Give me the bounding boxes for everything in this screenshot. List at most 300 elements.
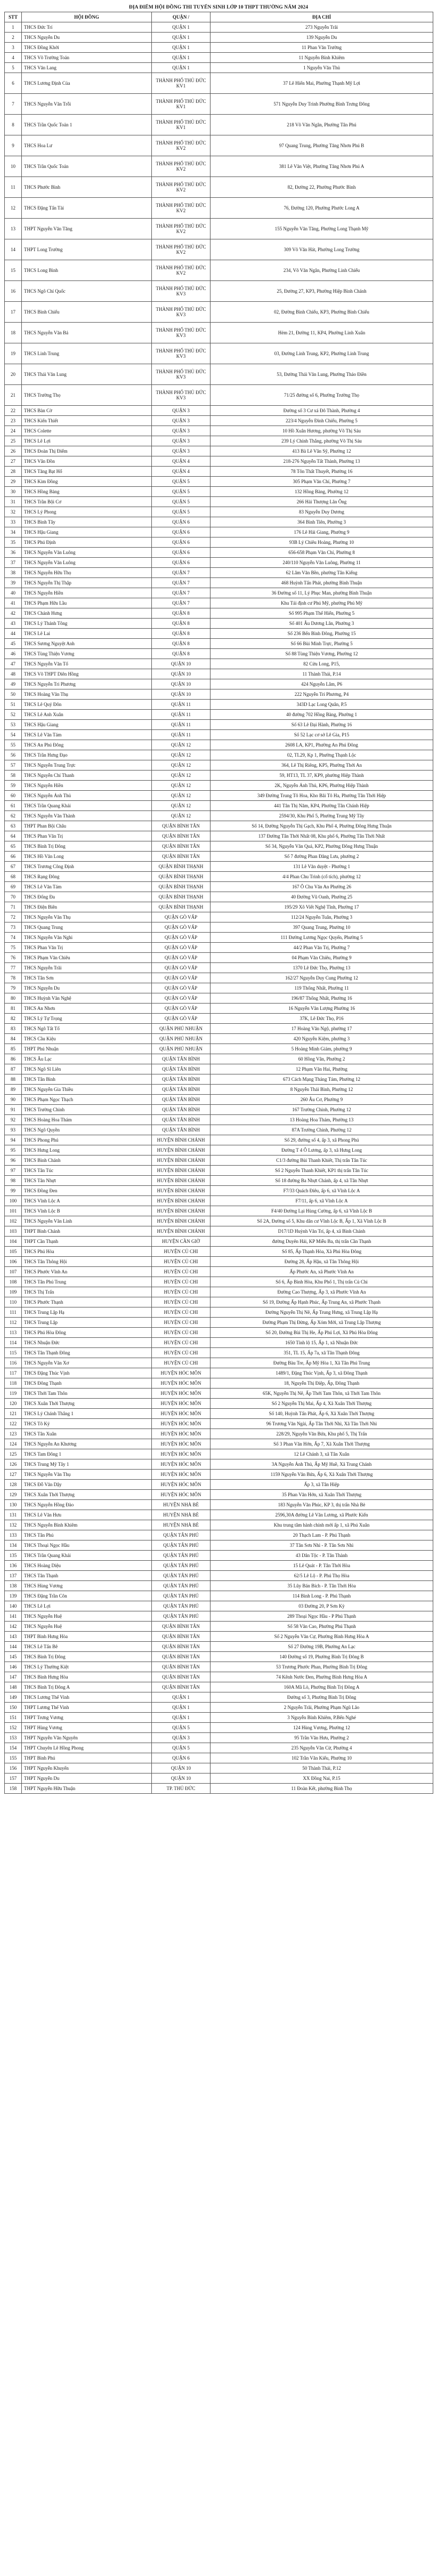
cell-hoi-dong: THCS Phước Vĩnh An (22, 1267, 152, 1277)
cell-stt: 59 (5, 781, 22, 791)
cell-hoi-dong: THCS Ngô Chí Quốc (22, 281, 152, 302)
table-row (5, 953, 433, 963)
table-row (5, 1429, 433, 1439)
cell-hoi-dong: THPT Cần Thạnh (22, 1237, 152, 1247)
cell-quan: HUYỆN NHÀ BÈ (152, 1510, 211, 1520)
cell-hoi-dong: THCS Nguyễn Ảnh Thủ (22, 791, 152, 801)
cell-stt: 60 (5, 791, 22, 801)
cell-hoi-dong: THPT Nguyễn Khuyến (22, 1763, 152, 1773)
cell-dia-chi: 223/4 Nguyễn Đình Chiểu, Phường 5 (211, 416, 433, 426)
table-row (5, 1216, 433, 1226)
cell-quan: QUẬN TÂN PHÚ (152, 1540, 211, 1551)
cell-hoi-dong: THCS Nguyễn Tri Phương (22, 679, 152, 689)
table-row (5, 1297, 433, 1307)
cell-dia-chi: 04 Phạm Văn Chiêu, Phường 9 (211, 953, 433, 963)
table-row (5, 1034, 433, 1044)
cell-hoi-dong: THCS Hoàng Diệu (22, 1561, 152, 1571)
table-row (5, 1530, 433, 1540)
cell-hoi-dong: THCS Thoại Ngọc Hầu (22, 1540, 152, 1551)
cell-stt: 70 (5, 892, 22, 902)
cell-hoi-dong: THCS Hoàng Văn Thụ (22, 689, 152, 700)
cell-hoi-dong: THCS Phan Văn Trị (22, 943, 152, 953)
cell-dia-chi: Số 27 Đường 19B, Phường An Lạc (211, 1642, 433, 1652)
cell-stt: 80 (5, 993, 22, 1004)
cell-dia-chi: 234, Võ Văn Ngân, Phường Linh Chiểu (211, 260, 433, 281)
cell-dia-chi: Đường Phạm Thị Đừng, Ấp Xóm Mới, xã Trung Lập Thượng (211, 1318, 433, 1328)
cell-quan: QUẬN 6 (152, 558, 211, 568)
cell-hoi-dong: THCS Bình Trị Đông (22, 841, 152, 852)
cell-dia-chi: 228/29, Nguyễn Văn Bứa, Khu phố 5, Thị Trấn (211, 1429, 433, 1439)
cell-hoi-dong: THCS Nguyễn Chí Thanh (22, 771, 152, 781)
cell-stt: 65 (5, 841, 22, 852)
cell-hoi-dong: THCS Lý Tự Trọng (22, 1014, 152, 1024)
table-row (5, 1419, 433, 1429)
cell-dia-chi: 131 Lê Văn duyệt - Phường 1 (211, 862, 433, 872)
cell-hoi-dong: THCS Tân Túc (22, 1166, 152, 1176)
cell-hoi-dong: THCS Bàn Cờ (22, 406, 152, 416)
cell-hoi-dong: THCS Đồng Khởi (22, 43, 152, 53)
cell-stt: 123 (5, 1429, 22, 1439)
table-row (5, 364, 433, 385)
cell-quan: THÀNH PHỐ THỦ ĐỨC KV2 (152, 156, 211, 177)
table-row (5, 260, 433, 281)
table-row (5, 679, 433, 689)
cell-dia-chi: 114 Bình Long - P. Phú Thạnh (211, 1591, 433, 1601)
table-row (5, 892, 433, 902)
cell-stt: 53 (5, 720, 22, 730)
cell-stt: 89 (5, 1085, 22, 1095)
table-row (5, 446, 433, 456)
cell-quan: QUẬN BÌNH TÂN (152, 821, 211, 831)
cell-quan: HUYỆN HÓC MÔN (152, 1399, 211, 1409)
cell-stt: 145 (5, 1652, 22, 1662)
table-row (5, 1358, 433, 1368)
cell-dia-chi: 74 Kênh Nước Đen, Phường Bình Hưng Hòa A (211, 1672, 433, 1682)
cell-stt: 47 (5, 659, 22, 669)
cell-hoi-dong: THCS Võ THPT Diên Hồng (22, 669, 152, 679)
table-row (5, 1470, 433, 1480)
cell-hoi-dong: THCS Văn Lang (22, 63, 152, 73)
cell-stt: 32 (5, 507, 22, 517)
table-header-row (5, 12, 433, 22)
table-row (5, 588, 433, 598)
cell-stt: 15 (5, 260, 22, 281)
cell-dia-chi: 78 Tôn Thất Thuyết, Phường 16 (211, 467, 433, 477)
cell-stt: 76 (5, 953, 22, 963)
cell-hoi-dong: THCS Hậu Giang (22, 720, 152, 730)
table-row (5, 1642, 433, 1652)
cell-hoi-dong: THCS Bình Chánh (22, 1155, 152, 1166)
table-row (5, 1459, 433, 1470)
cell-hoi-dong: THCS Đống Đa (22, 892, 152, 902)
cell-quan: QUẬN TÂN BÌNH (152, 1064, 211, 1074)
cell-dia-chi: 4/4 Phan Chu Trinh (cổ tích), phường 12 (211, 872, 433, 882)
cell-quan: QUẬN TÂN PHÚ (152, 1551, 211, 1561)
cell-stt: 44 (5, 629, 22, 639)
cell-quan: QUẬN BÌNH THẠNH (152, 872, 211, 882)
cell-hoi-dong: THCS Nguyễn Huệ (22, 1611, 152, 1622)
cell-dia-chi: 13 Hoàng Hoa Thám, Phường 13 (211, 1115, 433, 1125)
cell-hoi-dong: THCS Lê Lai (22, 629, 152, 639)
cell-quan: HUYỆN CỦ CHI (152, 1277, 211, 1287)
cell-stt: 132 (5, 1520, 22, 1530)
cell-quan: HUYỆN BÌNH CHÁNH (152, 1226, 211, 1237)
cell-dia-chi: 62/5 Lê Lộ - P. Phú Thọ Hòa (211, 1571, 433, 1581)
cell-hoi-dong: THCS Tân Xuân (22, 1429, 152, 1439)
cell-quan: QUẬN 5 (152, 487, 211, 497)
cell-stt: 116 (5, 1358, 22, 1368)
cell-hoi-dong: THCS Hưng Long (22, 1145, 152, 1155)
cell-stt: 126 (5, 1459, 22, 1470)
cell-hoi-dong: THCS Phong Phú (22, 1135, 152, 1145)
cell-hoi-dong: THCS Lê Lợi (22, 436, 152, 446)
table-row (5, 608, 433, 619)
cell-quan: QUẬN 1 (152, 22, 211, 33)
cell-hoi-dong: THCS Hùng Vương (22, 1581, 152, 1591)
cell-hoi-dong: THPT Lương Thế Vinh (22, 1703, 152, 1713)
cell-stt: 105 (5, 1247, 22, 1257)
cell-hoi-dong: THCS Trần Bội Cơ (22, 497, 152, 507)
cell-dia-chi: 40 đường 702 Hồng Bàng, Phường 1 (211, 710, 433, 720)
table-body (5, 22, 433, 1794)
cell-quan: QUẬN 12 (152, 811, 211, 821)
cell-dia-chi: Số 29, đường số 4, ấp 3, xã Phong Phú (211, 1135, 433, 1145)
table-row (5, 1611, 433, 1622)
cell-quan: QUẬN BÌNH THẠNH (152, 902, 211, 912)
cell-quan: QUẬN 12 (152, 771, 211, 781)
cell-dia-chi: 119 Thống Nhất, Phường 11 (211, 983, 433, 993)
table-row (5, 1206, 433, 1216)
cell-dia-chi: 381 Lê Văn Việt, Phường Tăng Nhơn Phú A (211, 156, 433, 177)
cell-hoi-dong: THCS Nguyễn Hiền (22, 588, 152, 598)
cell-hoi-dong: THCS Lê Tấn Bê (22, 1642, 152, 1652)
cell-stt: 25 (5, 436, 22, 446)
cell-dia-chi: 02, Đường Bình Chiểu, KP3, Phường Bình Chiểu (211, 302, 433, 323)
cell-stt: 10 (5, 156, 22, 177)
table-row (5, 740, 433, 750)
table-row (5, 1155, 433, 1166)
cell-stt: 57 (5, 760, 22, 771)
cell-quan: QUẬN GÒ VẤP (152, 933, 211, 943)
table-row (5, 1115, 433, 1125)
cell-stt: 114 (5, 1338, 22, 1348)
cell-stt: 63 (5, 821, 22, 831)
cell-hoi-dong: THCS Nguyễn Văn Thụ (22, 912, 152, 922)
cell-hoi-dong: THCS Trung Lập (22, 1318, 152, 1328)
cell-quan: HUYỆN HÓC MÔN (152, 1378, 211, 1389)
table-row (5, 1135, 433, 1145)
cell-dia-chi: 167 Ô Chu Văn An Phường 26 (211, 882, 433, 892)
cell-dia-chi: Số 2A, Đường số 5, Khu dân cư Vĩnh Lộc B, Ấp 1, Xã Vĩnh Lộc B (211, 1216, 433, 1226)
cell-hoi-dong: THCS Nguyễn Văn Thụ (22, 1470, 152, 1480)
cell-hoi-dong: THCS Vĩnh Lộc A (22, 1196, 152, 1206)
cell-hoi-dong: THCS Nguyễn Văn Luông (22, 548, 152, 558)
table-row (5, 1692, 433, 1703)
cell-quan: HUYỆN BÌNH CHÁNH (152, 1196, 211, 1206)
cell-dia-chi: Đường Nguyễn Thị Nê, Ấp Trung Hưng, xã Trung Lập Hạ (211, 1307, 433, 1318)
cell-stt: 100 (5, 1196, 22, 1206)
table-row (5, 1389, 433, 1399)
cell-hoi-dong: THCS Bình Tây (22, 517, 152, 527)
cell-dia-chi: 305 Phạm Văn Chí, Phường 7 (211, 477, 433, 487)
cell-hoi-dong: THCS Trung Mỹ Tây 1 (22, 1459, 152, 1470)
cell-hoi-dong: THPT Phan Bội Châu (22, 821, 152, 831)
cell-dia-chi: 82, Đường 22, Phường Phước Bình (211, 177, 433, 198)
cell-dia-chi: Số 18 đường Ba Nhựt Chánh, ấp 4, xã Tân Nhựt (211, 1176, 433, 1186)
cell-stt: 115 (5, 1348, 22, 1358)
cell-dia-chi: 1 Nguyễn Văn Thủ (211, 63, 433, 73)
cell-stt: 122 (5, 1419, 22, 1429)
cell-quan: QUẬN BÌNH TÂN (152, 841, 211, 852)
cell-dia-chi: 413 Bà Lê Văn Sỹ, Phường 12 (211, 446, 433, 456)
table-row (5, 1085, 433, 1095)
header-quan: QUẬN / (152, 12, 211, 22)
cell-quan: QUẬN GÒ VẤP (152, 963, 211, 973)
cell-stt: 94 (5, 1135, 22, 1145)
table-row (5, 94, 433, 115)
cell-quan: QUẬN 11 (152, 730, 211, 740)
cell-stt: 95 (5, 1145, 22, 1155)
cell-dia-chi: 1489/1, Đặng Thúc Vịnh, Ấp 3, xã Đông Thạnh (211, 1368, 433, 1378)
cell-quan: QUẬN 1 (152, 1713, 211, 1723)
table-row (5, 1510, 433, 1520)
cell-dia-chi: 03, Đường Linh Trung, KP2, Phường Linh Trung (211, 343, 433, 364)
cell-stt: 146 (5, 1662, 22, 1672)
table-row (5, 1723, 433, 1733)
cell-quan: QUẬN 10 (152, 659, 211, 669)
cell-hoi-dong: THCS Nguyễn Hồng Đào (22, 1500, 152, 1510)
cell-hoi-dong: THCS Phạm Ngọc Thạch (22, 1095, 152, 1105)
table-row (5, 281, 433, 302)
table-row (5, 568, 433, 578)
table-row (5, 852, 433, 862)
table-row (5, 1226, 433, 1237)
cell-quan: QUẬN 12 (152, 791, 211, 801)
table-row (5, 1581, 433, 1591)
cell-quan: HUYỆN HÓC MÔN (152, 1459, 211, 1470)
table-row (5, 1095, 433, 1105)
cell-hoi-dong: THCS Nguyễn Trung Trực (22, 760, 152, 771)
cell-stt: 14 (5, 239, 22, 260)
table-row (5, 1682, 433, 1692)
cell-stt: 38 (5, 568, 22, 578)
table-row (5, 1287, 433, 1297)
cell-quan: QUẬN PHÚ NHUẬN (152, 1034, 211, 1044)
cell-hoi-dong: THCS Nguyễn Huệ (22, 1622, 152, 1632)
table-row (5, 1571, 433, 1581)
cell-dia-chi: 397 Quang Trung, Phường 10 (211, 922, 433, 933)
cell-quan: HUYỆN BÌNH CHÁNH (152, 1206, 211, 1216)
cell-quan: QUẬN TÂN BÌNH (152, 1095, 211, 1105)
cell-quan: HUYỆN HÓC MÔN (152, 1470, 211, 1480)
cell-dia-chi: 97 Quang Trung, Phường Tăng Nhơn Phú B (211, 135, 433, 156)
cell-quan: QUẬN PHÚ NHUẬN (152, 1044, 211, 1054)
table-row (5, 1743, 433, 1753)
cell-stt: 156 (5, 1763, 22, 1773)
cell-quan: HUYỆN CỦ CHI (152, 1338, 211, 1348)
cell-hoi-dong: THCS Nguyễn Hiền (22, 781, 152, 791)
cell-dia-chi: 15 Lê Quát - P. Tân Thới Hòa (211, 1561, 433, 1571)
cell-stt: 96 (5, 1155, 22, 1166)
cell-hoi-dong: THCS Bình Hưng Hòa (22, 1672, 152, 1682)
cell-dia-chi: 468 Huỳnh Tấn Phát, phường Bình Thuận (211, 578, 433, 588)
cell-quan: QUẬN 4 (152, 456, 211, 467)
cell-hoi-dong: THCS Kiến Thiết (22, 416, 152, 426)
cell-hoi-dong: THCS Bình Chiểu (22, 302, 152, 323)
cell-stt: 11 (5, 177, 22, 198)
cell-stt: 78 (5, 973, 22, 983)
cell-quan: HUYỆN NHÀ BÈ (152, 1500, 211, 1510)
cell-dia-chi: 420 Nguyễn Kiệm, phường 3 (211, 1034, 433, 1044)
table-row (5, 1662, 433, 1672)
cell-stt: 109 (5, 1287, 22, 1297)
cell-quan: QUẬN 4 (152, 467, 211, 477)
cell-stt: 107 (5, 1267, 22, 1277)
cell-dia-chi: Số 2 Nguyễn Thanh Khiết, KP1 thị trấn Tân Túc (211, 1166, 433, 1176)
table-row (5, 841, 433, 852)
cell-hoi-dong: THCS Ngô Quyền (22, 1125, 152, 1135)
cell-hoi-dong: THCS Nguyễn Gia Thiều (22, 1085, 152, 1095)
cell-hoi-dong: THCS Ngô Tất Tố (22, 1024, 152, 1034)
cell-dia-chi: 25, Đường 27, KP3, Phường Hiệp Bình Chánh (211, 281, 433, 302)
cell-hoi-dong: THCS Nguyễn Văn Nghi (22, 933, 152, 943)
cell-hoi-dong: THCS Hoàng Hoa Thám (22, 1115, 152, 1125)
cell-quan: QUẬN BÌNH TÂN (152, 1632, 211, 1642)
cell-stt: 1 (5, 22, 22, 33)
cell-stt: 121 (5, 1409, 22, 1419)
cell-quan: QUẬN 12 (152, 781, 211, 791)
cell-stt: 58 (5, 771, 22, 781)
cell-stt: 73 (5, 922, 22, 933)
cell-quan: QUẬN TÂN BÌNH (152, 1085, 211, 1095)
cell-stt: 82 (5, 1014, 22, 1024)
cell-stt: 147 (5, 1672, 22, 1682)
cell-dia-chi: 424 Nguyễn Lâm, P6 (211, 679, 433, 689)
table-row (5, 1318, 433, 1328)
cell-stt: 71 (5, 902, 22, 912)
cell-hoi-dong: THPT Chuyên Lê Hồng Phong (22, 1743, 152, 1753)
cell-quan: QUẬN BÌNH TÂN (152, 852, 211, 862)
table-row (5, 436, 433, 446)
cell-quan: QUẬN 3 (152, 446, 211, 456)
table-row (5, 619, 433, 629)
cell-stt: 83 (5, 1024, 22, 1034)
cell-stt: 106 (5, 1257, 22, 1267)
cell-stt: 33 (5, 517, 22, 527)
cell-dia-chi: 43 Dân Tộc - P. Tân Thành (211, 1551, 433, 1561)
cell-dia-chi: 309 Võ Văn Hát, Phường Long Trường (211, 239, 433, 260)
page-title: ĐỊA ĐIỂM HỘI ĐỒNG THI TUYỂN SINH LỚP 10 THPT THƯỜNG NĂM 2024 (128, 5, 309, 10)
cell-hoi-dong: THCS Trường Thọ (22, 385, 152, 406)
cell-stt: 150 (5, 1703, 22, 1713)
cell-stt: 46 (5, 649, 22, 659)
table-row (5, 943, 433, 953)
cell-quan: QUẬN BÌNH THẠNH (152, 862, 211, 872)
cell-hoi-dong: THCS Phạm Hữu Lầu (22, 598, 152, 608)
cell-hoi-dong: THCS Hồ Văn Long (22, 852, 152, 862)
cell-stt: 135 (5, 1551, 22, 1561)
table-row (5, 639, 433, 649)
cell-stt: 84 (5, 1034, 22, 1044)
cell-quan: QUẬN 6 (152, 1753, 211, 1763)
table-row (5, 1601, 433, 1611)
table-row (5, 1125, 433, 1135)
cell-dia-chi: 76, Đường 120, Phường Phước Long A (211, 198, 433, 219)
cell-hoi-dong: THCS Rạng Đông (22, 872, 152, 882)
cell-dia-chi: Hẻm 21, Đường 11, KP4, Phường Linh Xuân (211, 323, 433, 343)
cell-quan: HUYỆN CẦN GIỜ (152, 1237, 211, 1247)
table-row (5, 487, 433, 497)
cell-hoi-dong: THCS Lương Thế Vinh (22, 1692, 152, 1703)
cell-stt: 77 (5, 963, 22, 973)
cell-dia-chi: Số 14, Đường Nguyễn Thị Gạch, Khu Phố 4, Phường Đông Hưng Thuận (211, 821, 433, 831)
cell-stt: 21 (5, 385, 22, 406)
cell-stt: 37 (5, 558, 22, 568)
table-row (5, 1014, 433, 1024)
cell-quan: QUẬN 12 (152, 750, 211, 760)
cell-quan: THÀNH PHỐ THỦ ĐỨC KV3 (152, 364, 211, 385)
cell-quan: QUẬN BÌNH TÂN (152, 1662, 211, 1672)
cell-stt: 30 (5, 487, 22, 497)
cell-quan: QUẬN TÂN BÌNH (152, 1115, 211, 1125)
cell-dia-chi: 2K, Nguyễn Ảnh Thủ, KP6, Phường Hiệp Thành (211, 781, 433, 791)
cell-quan: QUẬN 1 (152, 53, 211, 63)
cell-hoi-dong: THCS Nguyễn Du (22, 33, 152, 43)
cell-dia-chi: 35 Phan Văn Hớn, xã Xuân Thới Thượng (211, 1490, 433, 1500)
cell-quan: HUYỆN HÓC MÔN (152, 1419, 211, 1429)
cell-hoi-dong: THCS Phú Định (22, 537, 152, 548)
cell-quan: QUẬN 3 (152, 1733, 211, 1743)
cell-quan: THÀNH PHỐ THỦ ĐỨC KV1 (152, 94, 211, 115)
cell-dia-chi: 218 Võ Văn Ngân, Phường Tân Phú (211, 115, 433, 135)
cell-hoi-dong: THCS Phước Bình (22, 177, 152, 198)
table-row (5, 872, 433, 882)
cell-quan: QUẬN 7 (152, 598, 211, 608)
cell-hoi-dong: THCS Đoàn Thị Điểm (22, 446, 152, 456)
cell-dia-chi: 273 Nguyễn Trãi (211, 22, 433, 33)
cell-quan: QUẬN TÂN BÌNH (152, 1105, 211, 1115)
table-row (5, 22, 433, 33)
cell-quan: QUẬN 3 (152, 436, 211, 446)
table-row (5, 598, 433, 608)
table-row (5, 53, 433, 63)
cell-dia-chi: 2594/30, Khu Phố 5, Phường Trung Mỹ Tây (211, 811, 433, 821)
cell-stt: 36 (5, 548, 22, 558)
cell-hoi-dong: THCS Thới Tam Thôn (22, 1389, 152, 1399)
table-row (5, 548, 433, 558)
table-row (5, 1338, 433, 1348)
cell-dia-chi: Số 6, Ấp Bình Hòa, Khu Phố 1, Thị trấn Củ Chi (211, 1277, 433, 1287)
cell-quan: QUẬN TÂN BÌNH (152, 1054, 211, 1064)
cell-dia-chi: Số 34, Nguyễn Văn Quá, KP2, Phường Đông Hưng Thuận (211, 841, 433, 852)
cell-stt: 102 (5, 1216, 22, 1226)
cell-stt: 133 (5, 1530, 22, 1540)
cell-dia-chi: 239 Lý Chính Thắng, phường Võ Thị Sáu (211, 436, 433, 446)
cell-quan: QUẬN 1 (152, 63, 211, 73)
cell-quan: QUẬN 6 (152, 548, 211, 558)
cell-quan: HUYỆN BÌNH CHÁNH (152, 1166, 211, 1176)
cell-stt: 52 (5, 710, 22, 720)
cell-hoi-dong: THCS Nguyễn Bỉnh Khiêm (22, 1520, 152, 1530)
cell-hoi-dong: THCS Sương Nguyệt Anh (22, 639, 152, 649)
cell-quan: QUẬN 1 (152, 1703, 211, 1713)
cell-dia-chi: Số 85, Ấp Thạnh Hòa, Xã Phú Hòa Đông (211, 1247, 433, 1257)
table-row (5, 1449, 433, 1459)
cell-stt: 29 (5, 477, 22, 487)
cell-stt: 152 (5, 1723, 22, 1733)
cell-stt: 113 (5, 1328, 22, 1338)
cell-stt: 119 (5, 1389, 22, 1399)
